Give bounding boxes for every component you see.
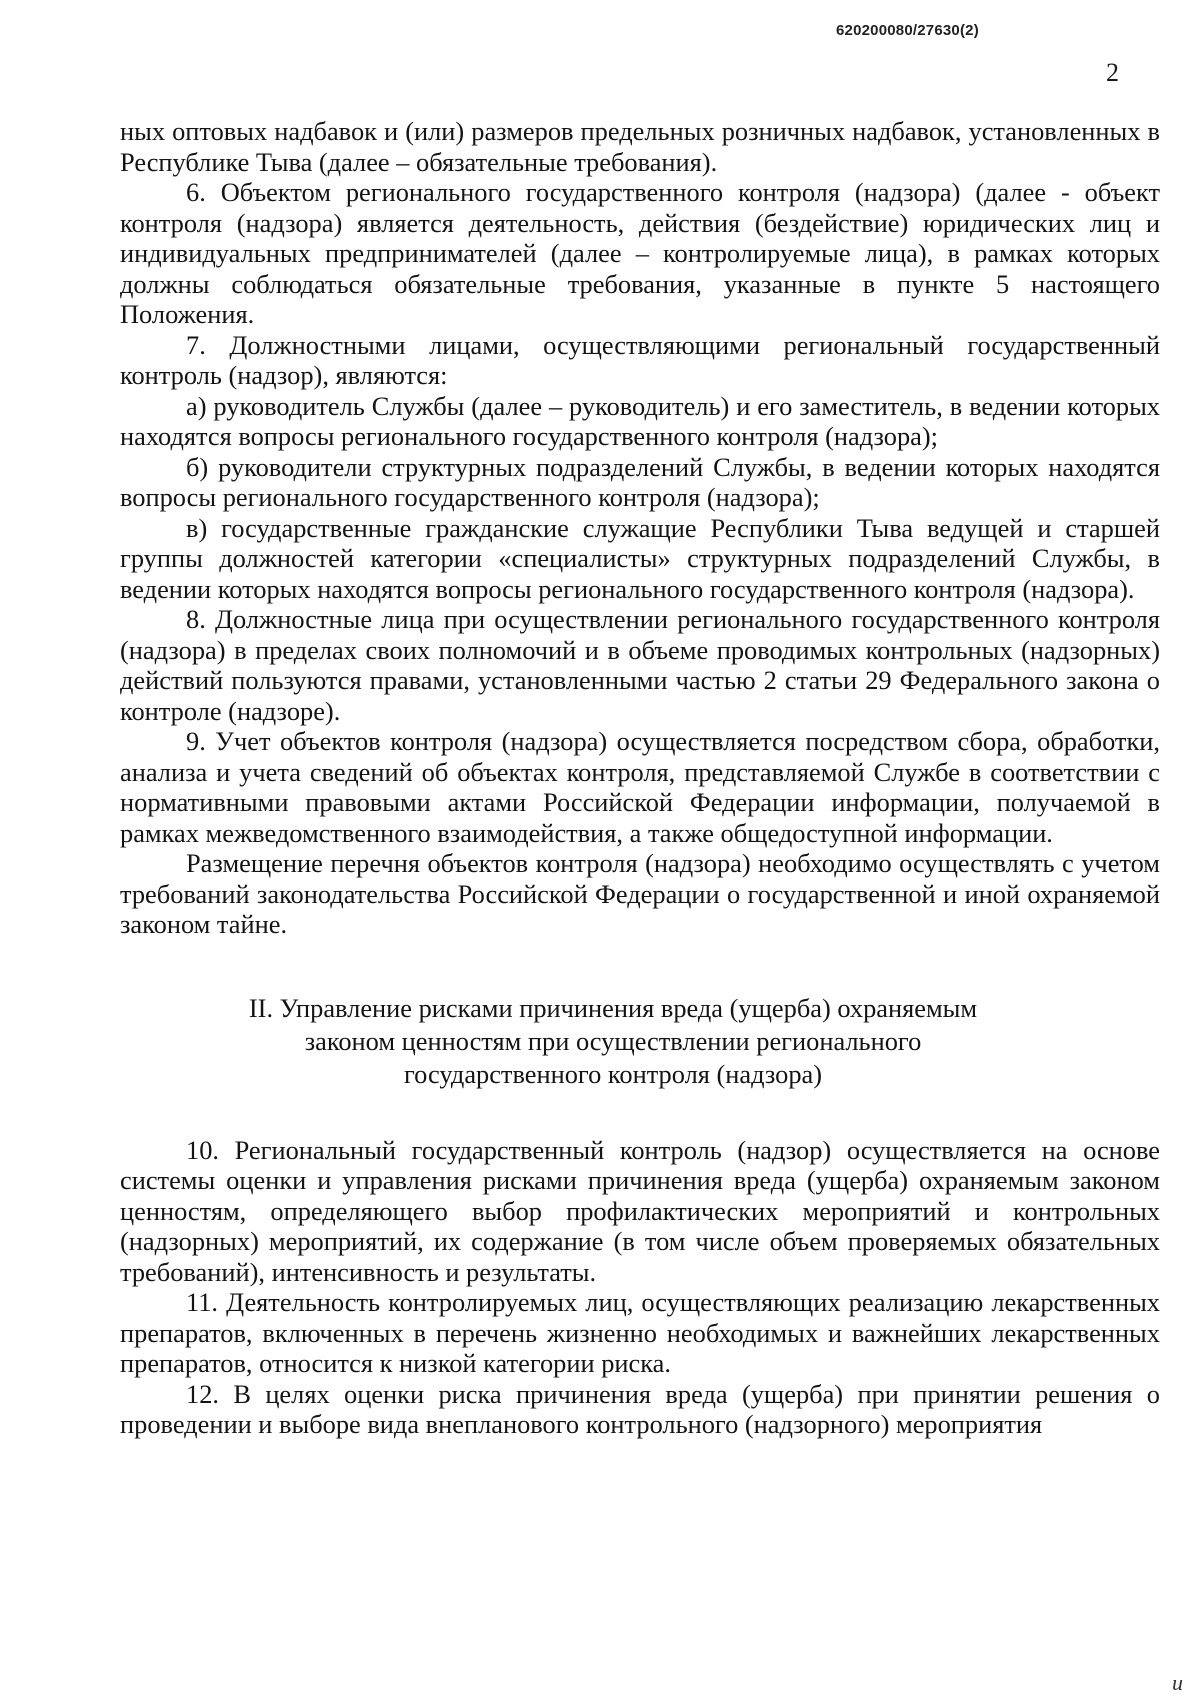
document-id: 620200080/27630(2)	[836, 22, 979, 39]
paragraph-12: 12. В целях оценки риска причинения вреда (ущерба) при принятии решения о проведении и выборе вида внепланового контрольного (надзорного) мероприятия	[120, 1378, 1160, 1439]
page-number: 2	[1106, 58, 1119, 87]
paragraph-10: 10. Региональный государственный контроль (надзор) осуществляется на основе системы оценки и управления рисками причинения вреда (ущерба) охраняемым законом ценностям, определяющего выбор профилактических мероприятий и контрольных (надзорных) мероприятий, их содержание (в том числе объем проверяемых обязательных требований), интенсивность и результаты.	[120, 1134, 1160, 1287]
paragraph-7b: б) руководители структурных подразделений Службы, в ведении которых находятся вопросы регионального государственного контроля (надзора);	[120, 451, 1160, 512]
paragraph-7: 7. Должностными лицами, осуществляющими региональный государственный контроль (надзор), являются:	[120, 329, 1160, 390]
paragraph-7a: а) руководитель Службы (далее – руководитель) и его заместитель, в ведении которых находятся вопросы регионального государственного контроля (надзора);	[120, 390, 1160, 451]
continuation-mark: и	[1172, 1670, 1183, 1695]
paragraph-7v: в) государственные гражданские служащие Республики Тыва ведущей и старшей группы должностей категории «специалисты» структурных подразделений Службы, в ведении которых находятся вопросы регионального государственного контроля (надзора).	[120, 512, 1160, 604]
paragraph-11: 11. Деятельность контролируемых лиц, осуществляющих реализацию лекарственных препаратов, включенных в перечень жизненно необходимых и важнейших лекарственных препаратов, относится к низкой категории риска.	[120, 1287, 1160, 1378]
section-heading: II. Управление рисками причинения вреда (ущерба) охраняемым законом ценностям при осуществлении регионального государственного контроля (надзора)	[248, 992, 978, 1089]
paragraph-9-placement: Размещение перечня объектов контроля (надзора) необходимо осуществлять с учетом требований законодательства Российской Федерации о государственной и иной охраняемой законом тайне.	[120, 848, 1160, 939]
paragraph-6: 6. Объектом регионального государственного контроля (надзора) (далее - объект контроля (надзора) является деятельность, действия (бездействие) юридических лиц и индивидуальных предпринимателей (далее – контролируемые лица), в рамках которых должны соблюдаться обязательные требования, указанные в пункте 5 настоящего Положения.	[120, 177, 1160, 329]
paragraph-8: 8. Должностные лица при осуществлении регионального государственного контроля (надзора) в пределах своих полномочий и в объеме проводимых контрольных (надзорных) действий пользуются правами, установленными частью 2 статьи 29 Федерального закона о контроле (надзоре).	[120, 604, 1160, 726]
paragraph-9: 9. Учет объектов контроля (надзора) осуществляется посредством сбора, обработки, анализа и учета сведений об объектах контроля, представляемой Службе в соответствии с нормативными правовыми актами Российской Федерации информации, получаемой в рамках межведомственного взаимодействия, а также общедоступной информации.	[120, 726, 1160, 848]
paragraph-continuation: ных оптовых надбавок и (или) размеров предельных розничных надбавок, установленных в Республике Тыва (далее – обязательные требования).	[120, 116, 1160, 177]
document-body	[120, 116, 1160, 1440]
